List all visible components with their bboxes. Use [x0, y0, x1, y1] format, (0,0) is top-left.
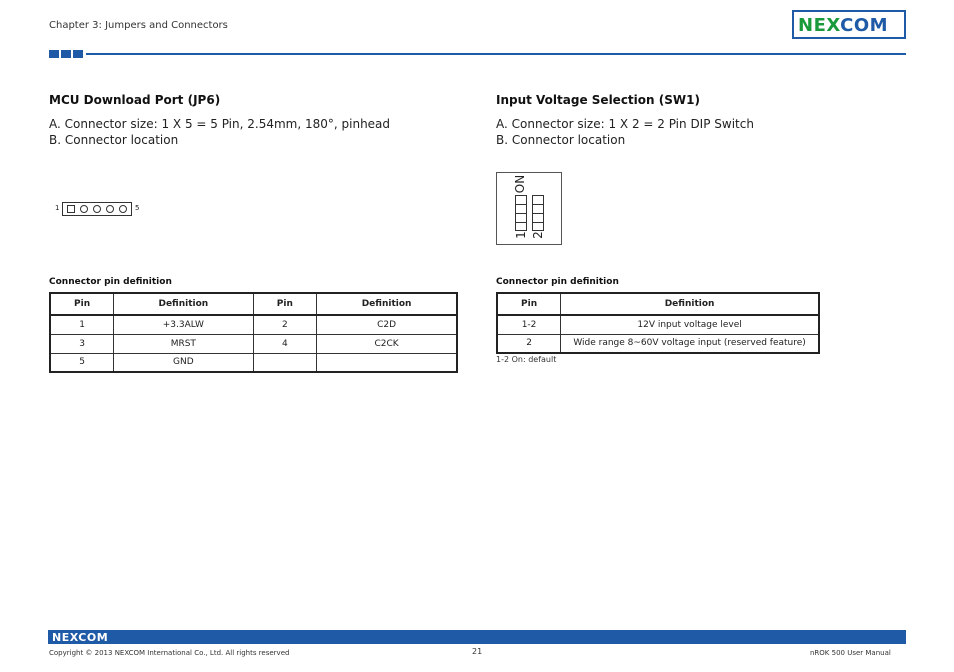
footer-logo: NEXCOM [52, 631, 109, 644]
table-row [50, 353, 457, 372]
jp6-pin-5 [119, 205, 127, 213]
jp6-connector-diagram [62, 202, 132, 216]
sw1-connector-location: B. Connector location [496, 133, 626, 147]
header-square-2 [61, 50, 71, 58]
table-row [50, 315, 457, 334]
nexcom-logo [792, 10, 906, 39]
table-cell: C2CK [317, 334, 457, 353]
table-cell: 5 [50, 353, 114, 372]
jp6-pin-end-label: 5 [135, 204, 140, 212]
jp6-table-caption: Connector pin definition [49, 277, 172, 287]
jp6-header-definition-2: Definition [317, 293, 457, 315]
header-square-1 [49, 50, 59, 58]
table-cell: C2D [317, 315, 457, 334]
logo-com: COM [840, 15, 889, 36]
table-cell: 2 [253, 315, 317, 334]
table-cell: +3.3ALW [114, 315, 253, 334]
table-cell: MRST [114, 334, 253, 353]
jp6-header-pin-2: Pin [253, 293, 317, 315]
jp6-pin-2 [80, 205, 88, 213]
sw1-dip-switch-diagram [496, 172, 562, 245]
table-row [50, 334, 457, 353]
page-number: 21 [472, 647, 483, 656]
jp6-header-pin-1: Pin [50, 293, 114, 315]
sw1-number-2: 2 [530, 231, 545, 239]
table-cell: 4 [253, 334, 317, 353]
jp6-title: MCU Download Port (JP6) [49, 93, 221, 107]
sw1-default-note: 1-2 On: default [496, 355, 557, 364]
table-cell [253, 353, 317, 372]
table-cell [317, 353, 457, 372]
footer-bar [48, 630, 906, 644]
table-cell: Wide range 8~60V voltage input (reserved feature) [561, 334, 819, 353]
sw1-switch-1 [515, 195, 527, 231]
jp6-pin-1 [67, 205, 75, 213]
table-row [497, 315, 819, 334]
jp6-header-definition-1: Definition [114, 293, 253, 315]
header-divider [86, 53, 906, 55]
chapter-title: Chapter 3: Jumpers and Connectors [49, 20, 228, 31]
manual-title: nROK 500 User Manual [810, 649, 891, 657]
table-row [497, 334, 819, 353]
jp6-pin-table [49, 292, 458, 373]
sw1-title: Input Voltage Selection (SW1) [496, 93, 700, 107]
jp6-pin-4 [106, 205, 114, 213]
sw1-header-pin: Pin [497, 293, 561, 315]
sw1-header-definition: Definition [561, 293, 819, 315]
sw1-number-1: 1 [513, 231, 528, 239]
table-cell: 3 [50, 334, 114, 353]
sw1-pin-table [496, 292, 820, 354]
table-cell: 1 [50, 315, 114, 334]
jp6-connector-size: A. Connector size: 1 X 5 = 5 Pin, 2.54mm, 180°, pinhead [49, 117, 391, 131]
table-cell: 2 [497, 334, 561, 353]
footer-copyright: Copyright © 2013 NEXCOM International Co., Ltd. All rights reserved [49, 649, 290, 657]
jp6-connector-location: B. Connector location [49, 133, 179, 147]
logo-x: X [826, 15, 841, 36]
sw1-switch-2 [532, 195, 544, 231]
jp6-pin-3 [93, 205, 101, 213]
table-cell: 12V input voltage level [561, 315, 819, 334]
sw1-table-caption: Connector pin definition [496, 277, 619, 287]
header-square-3 [73, 50, 83, 58]
sw1-on-label: ON [513, 174, 528, 194]
table-cell: GND [114, 353, 253, 372]
jp6-pin-start-label: 1 [55, 204, 60, 212]
logo-ne: NE [798, 15, 827, 36]
table-cell: 1-2 [497, 315, 561, 334]
sw1-connector-size: A. Connector size: 1 X 2 = 2 Pin DIP Switch [496, 117, 754, 131]
